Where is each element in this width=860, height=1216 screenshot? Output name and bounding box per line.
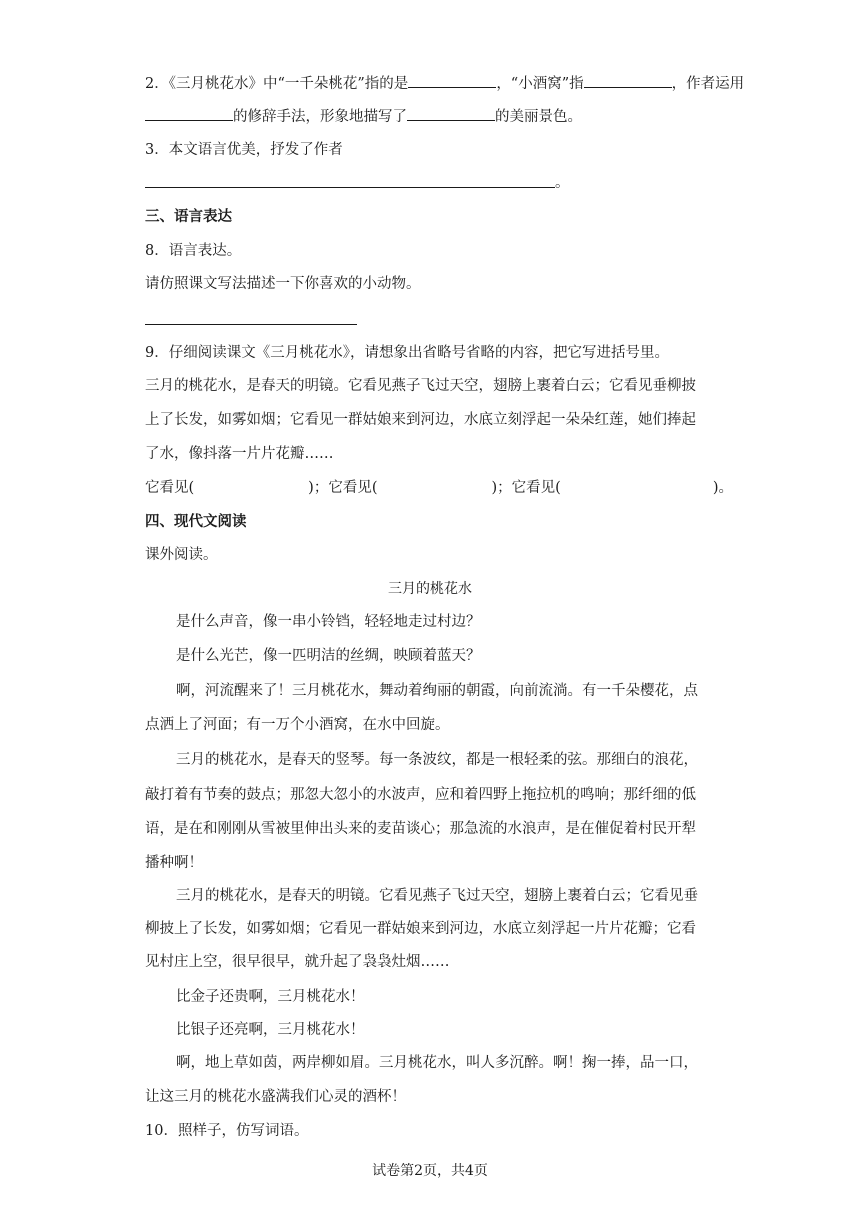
article-title: 三月的桃花水 — [388, 581, 472, 597]
fill-label: )；它看见( — [308, 480, 378, 496]
question-8-title: 8．语言表达。 — [145, 243, 242, 259]
question-3: 3．本文语言优美，抒发了作者 — [145, 142, 343, 158]
article-line: 柳披上了长发，如雾如烟；它看见一群姑娘来到河边，水底立刻浮起一片片花瓣；它看 — [145, 921, 696, 937]
question-2-text: ，作者运用 — [671, 76, 745, 92]
article-line: 啊，河流醒来了！三月桃花水，舞动着绚丽的朝霞，向前流淌。有一千朵樱花，点 — [176, 683, 698, 699]
article-line: 三月的桃花水，是春天的竖琴。每一条波纹，都是一根轻柔的弦。那细白的浪花， — [176, 752, 698, 768]
extra-reading-label: 课外阅读。 — [145, 547, 218, 563]
fill-label: 它看见( — [145, 480, 195, 496]
question-3-end: 。 — [555, 175, 570, 191]
section-3-heading: 三、语言表达 — [145, 208, 232, 225]
question-9-title: 9．仔细阅读课文《三月桃花水》，请想象出省略号省略的内容，把它写进括号里。 — [145, 345, 669, 361]
fill-label: )。 — [712, 480, 733, 496]
article-line: 三月的桃花水，是春天的明镜。它看见燕子飞过天空，翅膀上裹着白云；它看见垂 — [176, 888, 698, 904]
question-2-text: 的美丽景色。 — [495, 109, 582, 125]
article-line: 敲打着有节奏的鼓点；那忽大忽小的水波声，应和着四野上拖拉机的鸣响；那纤细的低 — [145, 787, 696, 803]
page-footer: 试卷第2页，共4页 — [372, 1163, 488, 1179]
answer-blank[interactable] — [584, 73, 672, 88]
article-line: 语，是在和刚刚从雪被里伸出头来的麦苗谈心；那急流的水浪声，是在催促着村民开犁 — [145, 821, 696, 837]
answer-line[interactable] — [145, 324, 357, 325]
answer-blank[interactable] — [407, 106, 495, 121]
question-10: 10．照样子，仿写词语。 — [145, 1123, 309, 1139]
question-9-passage-line: 上了长发，如雾如烟；它看见一群姑娘来到河边，水底立刻浮起一朵朵红莲，她们捧起 — [145, 412, 696, 428]
article-line: 比金子还贵啊，三月桃花水！ — [176, 989, 365, 1005]
question-9-passage-line: 了水，像抖落一片片花瓣…… — [145, 446, 334, 462]
question-2-text: ，“小酒窝”指 — [496, 76, 584, 92]
question-9-fill-line — [145, 478, 733, 498]
article-line: 啊，地上草如茵，两岸柳如眉。三月桃花水，叫人多沉醉。啊！掬一捧，品一口， — [176, 1055, 698, 1071]
question-2-text: 2．《三月桃花水》中“一千朵桃花”指的是 — [145, 76, 409, 92]
question-2-text: 的修辞手法，形象地描写了 — [233, 109, 407, 125]
question-8-prompt: 请仿照课文写法描述一下你喜欢的小动物。 — [145, 276, 421, 292]
question-2-line-2 — [145, 106, 582, 127]
article-line: 是什么声音，像一串小铃铛，轻轻地走过村边？ — [176, 614, 481, 630]
article-line: 见村庄上空，很早很早，就升起了袅袅灶烟…… — [145, 954, 450, 970]
answer-line[interactable] — [145, 187, 555, 188]
article-line: 让这三月的桃花水盛满我们心灵的酒杯！ — [145, 1089, 406, 1105]
article-line: 播种啊！ — [145, 855, 203, 871]
article-line: 点洒上了河面；有一万个小酒窝，在水中回旋。 — [145, 717, 450, 733]
section-4-heading: 四、现代文阅读 — [145, 513, 247, 530]
fill-label: )；它看见( — [491, 480, 561, 496]
answer-blank[interactable] — [145, 106, 233, 121]
question-9-passage-line: 三月的桃花水，是春天的明镜。它看见燕子飞过天空，翅膀上裹着白云；它看见垂柳披 — [145, 378, 696, 394]
answer-blank[interactable] — [408, 73, 496, 88]
question-2-line-1 — [145, 73, 744, 94]
article-line: 比银子还亮啊，三月桃花水！ — [176, 1022, 365, 1038]
article-line: 是什么光芒，像一匹明洁的丝绸，映顾着蓝天？ — [176, 648, 481, 664]
